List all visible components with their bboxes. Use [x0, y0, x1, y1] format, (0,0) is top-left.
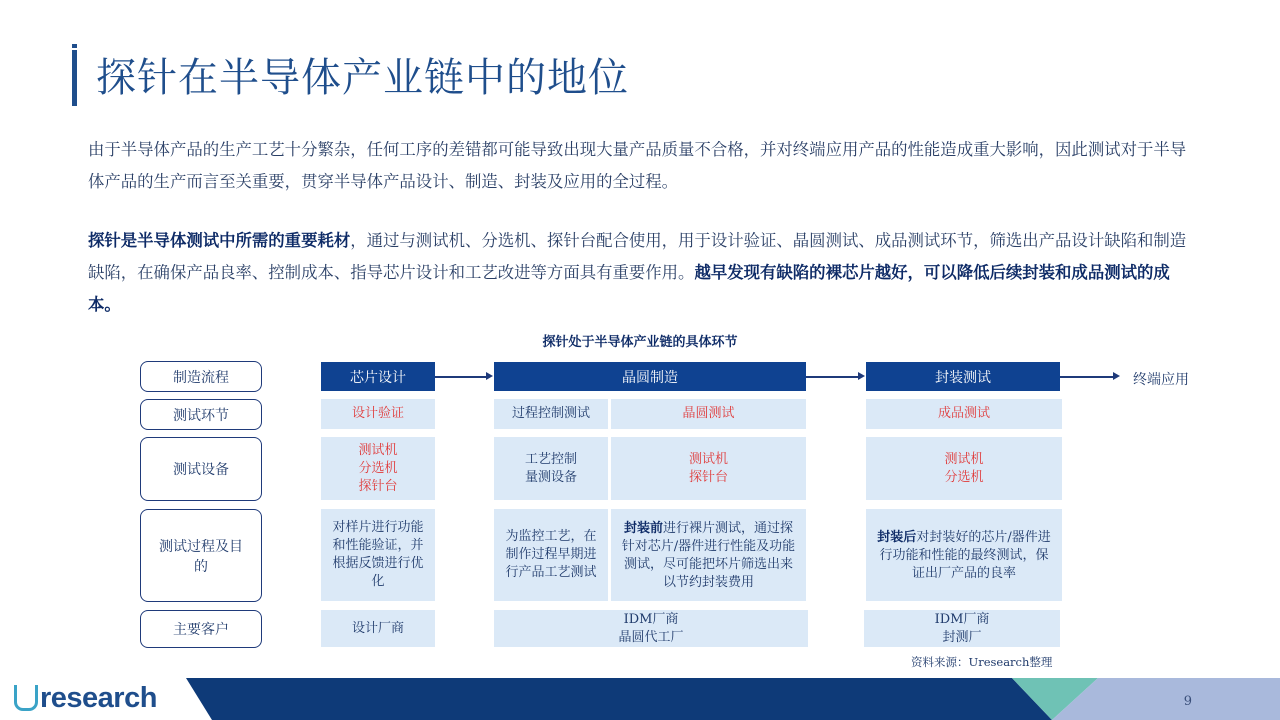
diagram-caption: 探针处于半导体产业链的具体环节 — [542, 335, 738, 350]
equipment-item: 探针台 — [688, 469, 728, 485]
footer-band — [0, 678, 1280, 720]
customer-item: 晶圆代工厂 — [618, 629, 684, 645]
equipment-item: 探针台 — [358, 478, 398, 494]
test-stage-design: 设计验证 — [321, 399, 435, 429]
customer-item: 封测厂 — [942, 629, 982, 645]
probe-conclusion: 越早发现有缺陷的裸芯片越好，可以降低后续封装和成品测试的成本。 — [88, 263, 1170, 314]
purpose-process-control: 为监控工艺，在制作过程早期进行产品工艺测试 — [494, 509, 608, 601]
flow-arrow-head — [486, 372, 493, 380]
equipment-design — [321, 437, 435, 500]
probe-emphasis: 探针是半导体测试中所需的重要耗材 — [88, 231, 351, 250]
purpose-wafer — [611, 509, 806, 601]
equipment-packaging — [866, 437, 1062, 500]
flow-arrow-line — [435, 376, 486, 378]
equipment-wafer — [611, 437, 806, 500]
customers-design: 设计厂商 — [321, 610, 435, 647]
intro-paragraph: 由于半导体产品的生产工艺十分繁杂，任何工序的差错都可能导致出现大量产品质量不合格，并对终端应用产品的性能造成重大影响，因此测试对于半导体产品的生产而言至关重要，贯穿半导体产品设计、制造、封装及应用的全过程。 — [88, 140, 1187, 191]
source-note: 资料来源：Uresearch整理 — [911, 655, 1053, 669]
purpose-design: 对样片进行功能和性能验证，并根据反馈进行优化 — [321, 509, 435, 601]
page-title: 探针在半导体产业链中的地位 — [96, 55, 629, 101]
purpose-packaging-text: 对封装好的芯片/器件进行功能和性能的最终测试，保证出厂产品的良率 — [879, 530, 1051, 581]
flow-arrow-head — [1113, 372, 1120, 380]
equipment-item: 工艺控制 — [524, 451, 577, 467]
customer-item: IDM厂商 — [934, 611, 990, 627]
purpose-packaging-bold: 封装后 — [877, 530, 917, 545]
stage-header-packaging: 封装测试 — [866, 362, 1060, 391]
equipment-item: 量测设备 — [524, 469, 577, 485]
purpose-wafer-bold: 封装前 — [623, 521, 663, 536]
row-label-test-stage: 测试环节 — [140, 399, 262, 430]
equipment-item: 测试机 — [944, 451, 984, 467]
logo-u-icon — [14, 685, 38, 711]
equipment-process-control — [494, 437, 608, 500]
probe-body: ，通过与测试机、分选机、探针台配合使用，用于设计验证、晶圆测试、成品测试环节，筛选出产品设计缺陷和制造缺陷，在确保产品良率、控制成本、指导芯片设计和工艺改进等方面具有重要作用。 — [88, 231, 1187, 282]
stage-header-wafer: 晶圆制造 — [494, 362, 806, 391]
probe-paragraph — [88, 225, 1200, 321]
stage-header-design: 芯片设计 — [321, 362, 435, 391]
row-label-equipment: 测试设备 — [140, 437, 262, 501]
equipment-item: 测试机 — [688, 451, 728, 467]
test-stage-wafer: 晶圆测试 — [611, 399, 806, 429]
end-application-label: 终端应用 — [1133, 372, 1189, 388]
uresearch-logo — [14, 684, 157, 712]
equipment-item: 测试机 — [358, 442, 398, 458]
row-label-purpose: 测试过程及目的 — [140, 509, 262, 602]
flow-arrow-line — [1060, 376, 1113, 378]
equipment-item: 分选机 — [358, 460, 398, 476]
page-number: 9 — [1183, 694, 1192, 709]
flow-arrow-head — [858, 372, 865, 380]
purpose-packaging — [866, 509, 1062, 601]
test-stage-final: 成品测试 — [866, 399, 1062, 429]
row-label-process: 制造流程 — [140, 361, 262, 392]
customers-packaging — [864, 610, 1060, 647]
customer-item: IDM厂商 — [623, 611, 679, 627]
row-label-customers: 主要客户 — [140, 610, 262, 648]
flow-arrow-line — [806, 376, 858, 378]
purpose-wafer-text: 进行裸片测试，通过探针对芯片/器件进行性能及功能测试，尽可能把坏片筛选出来以节约封装费用 — [621, 521, 796, 590]
test-stage-process-control: 过程控制测试 — [494, 399, 608, 429]
title-accent-bar — [72, 50, 77, 106]
equipment-item: 分选机 — [944, 469, 984, 485]
customers-wafer — [494, 610, 808, 647]
footer-navy-band — [186, 678, 1052, 720]
logo-text: research — [40, 682, 157, 714]
